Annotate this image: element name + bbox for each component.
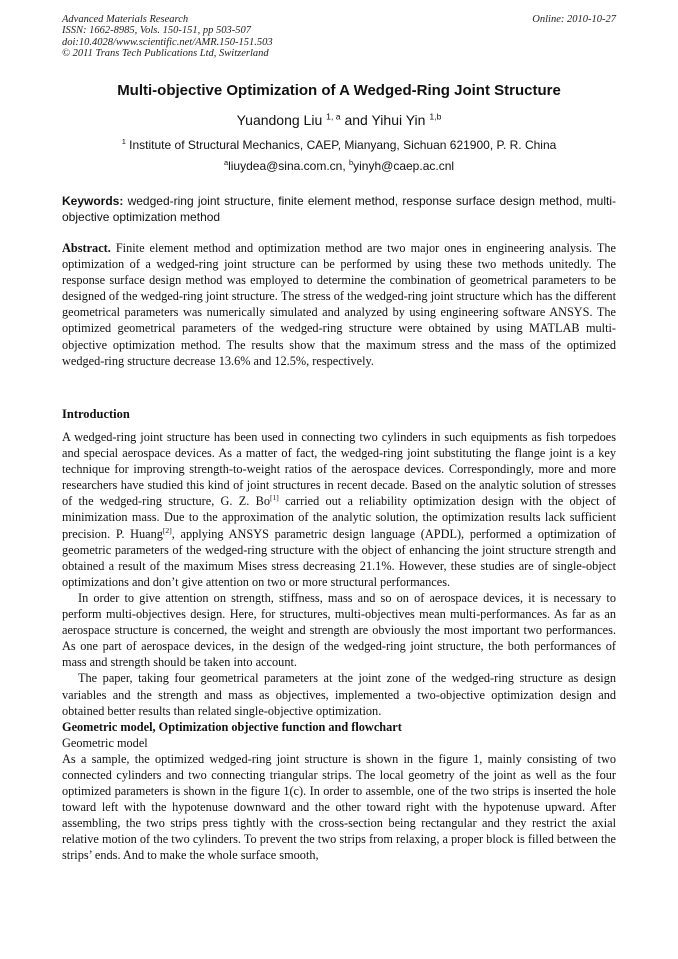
author-conjunction: and bbox=[344, 112, 372, 128]
section-heading-geometric: Geometric model, Optimization objective function and flowchart bbox=[62, 719, 402, 734]
paper-title: Multi-objective Optimization of A Wedged-Ring Joint Structure bbox=[117, 82, 561, 99]
affiliation-text: Institute of Structural Mechanics, CAEP, Mianyang, Sichuan 621900, P. R. China bbox=[125, 138, 557, 152]
email-address: yinyh@caep.ac.cnl bbox=[353, 159, 455, 173]
email-superscript: a bbox=[223, 158, 229, 167]
citation-ref: [2] bbox=[162, 525, 172, 535]
subsection-heading: Geometric model bbox=[62, 735, 148, 750]
doi-line: doi:10.4028/www.scientific.net/AMR.150-151.503 bbox=[62, 36, 273, 48]
online-date: Online: 2010-10-27 bbox=[532, 14, 616, 25]
paragraph-text: , applying ANSYS parametric design language (APDL), performed a optimization of geometric parameters of the wedged-ring structure with the object of enhancing the joint structure strength and obtained a result of the maximum Mises stress decreasing 21.1%. However, these studies are of single-object optimizations and don’t give attention on two or more structural performances. bbox=[62, 526, 616, 589]
author-name: Yuandong Liu bbox=[236, 112, 323, 128]
issn-line: ISSN: 1662-8985, Vols. 150-151, pp 503-507 bbox=[62, 25, 251, 37]
abstract-label: Abstract. bbox=[62, 241, 111, 255]
paragraph: The paper, taking four geometrical parameters at the joint zone of the wedged-ring structure as design variables and the strength and mass as objectives, implemented a two-objective optimization design and obtained better results than related single-objective optimization. bbox=[62, 671, 616, 718]
email-address: liuydea@sina.com.cn, bbox=[228, 159, 349, 173]
abstract bbox=[62, 240, 616, 369]
body-text bbox=[62, 429, 616, 864]
copyright-line: © 2011 Trans Tech Publications Ltd, Switzerland bbox=[62, 48, 269, 60]
affiliation-superscript: 1 bbox=[121, 137, 126, 146]
keywords bbox=[62, 194, 616, 225]
abstract-text: Finite element method and optimization method are two major ones in engineering analysis. The optimization of a wedged-ring joint structure can be performed by using these two methods unitedly. The response surface design method was employed to determine the combination of geometrical parameters to be designed of the wedged-ring joint structure. The stress of the wedged-ring joint structure which has the different geometrical parameters was numerically simulated and analyzed by using engineering software ANSYS. The optimized geometrical parameters of the wedged-ring structure were obtained by using MATLAB multi-objective optimization method. The results show that the maximum stress and the mass of the optimized wedged-ring structure decrease 13.6% and 12.5%, respectively. bbox=[62, 241, 616, 368]
section-heading-introduction: Introduction bbox=[62, 407, 130, 421]
paragraph bbox=[62, 429, 616, 590]
email-superscript: b bbox=[349, 158, 354, 167]
author-name: Yihui Yin bbox=[371, 112, 426, 128]
author-line bbox=[0, 112, 678, 128]
affiliation bbox=[0, 138, 678, 152]
paragraph-text: carried out a reliability optimization design with the object of minimization mass. Due to the approximation of the analytic solution, the optimization results lack sufficient precision. P. Huang bbox=[62, 494, 616, 541]
keywords-label: Keywords: bbox=[62, 194, 124, 208]
email-line bbox=[0, 159, 678, 173]
citation-ref: [1] bbox=[269, 493, 279, 503]
author-superscript: 1,b bbox=[429, 111, 442, 122]
paragraph: As a sample, the optimized wedged-ring joint structure is shown in the figure 1, mainly consisting of two connected cylinders and two connecting triangular strips. The local geometry of the joint as well as the four optimized parameters is shown in the figure 1(c). In order to assemble, one of the two strips is inserted the hole toward left with the hypotenuse downward and the other toward right with the hypotenuse upward. After assembling, the two strips press tightly with the cross-section being rectangular and they restrict the axial relative motion of the two cylinders. To prevent the two strips from relaxing, a proper block is filled between the strips’ ends. And to make the whole surface smooth, bbox=[62, 751, 616, 863]
keywords-text: wedged-ring joint structure, finite element method, response surface design method, multi-objective optimization method bbox=[62, 194, 616, 224]
journal-name: Advanced Materials Research bbox=[62, 14, 189, 25]
author-superscript: 1, a bbox=[326, 111, 341, 122]
journal-header bbox=[62, 14, 616, 60]
paragraph: In order to give attention on strength, stiffness, mass and so on of aerospace devices, it is necessary to perform multi-objectives design. Here, for structures, multi-objectives mean multi-performances. As far as an aerospace structure is concerned, the weight and strength are obviously the most important two performances. As one part of aerospace devices, in the design of the wedged-ring joint structure, the both performances of mass and strength should be taken into account. bbox=[62, 590, 616, 670]
paragraph-text: A wedged-ring joint structure has been used in connecting two cylinders in such equipments as fish torpedoes and special aerospace devices. As a matter of fact, the wedged-ring joint substituting the flange joint is a key technique for improving strength-to-weight ratios of the aerospace devices. Correspondingly, more and more researchers have studied this kind of joint structures in recent decade. Based on the analytic solution of stresses of the wedged-ring structure, G. Z. Bo bbox=[62, 430, 616, 509]
